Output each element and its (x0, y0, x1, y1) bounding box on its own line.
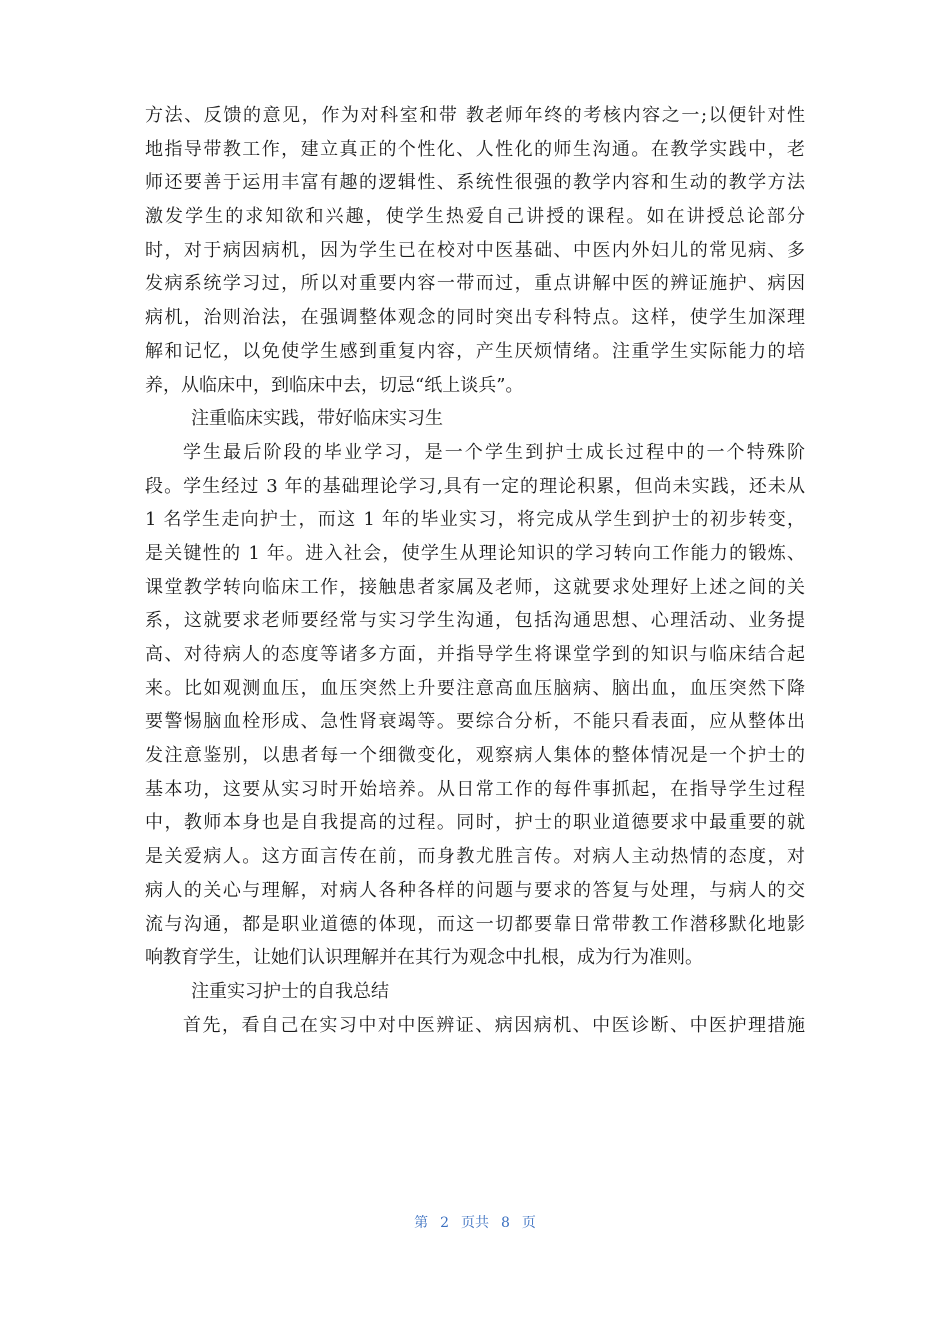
text-line: 发病系统学习过，所以对重要内容一带而过，重点讲解中医的辨证施护、病因 (145, 273, 805, 295)
text-line: 师还要善于运用丰富有趣的逻辑性、系统性很强的教学内容和生动的教学方法 (145, 172, 805, 194)
text-line: 课堂教学转向临床工作，接触患者家属及老师，这就要求处理好上述之间的关 (145, 576, 805, 598)
section-heading: 注重实习护士的自我总结 (191, 980, 389, 1002)
text-line: 激发学生的求知欲和兴趣，使学生热爱自己讲授的课程。如在讲授总论部分 (145, 206, 805, 228)
text-line: 系，这就要求老师要经常与实习学生沟通，包括沟通思想、心理活动、业务提 (145, 610, 805, 632)
text-line: 方法、反馈的意见，作为对科室和带 教老师年终的考核内容之一;以便针对性 (145, 105, 805, 126)
text-line: 要警惕脑血栓形成、急性肾衰竭等。要综合分析，不能只看表面，应从整体出 (145, 711, 805, 733)
text-line: 学生最后阶段的毕业学习，是一个学生到护士成长过程中的一个特殊阶 (183, 441, 805, 463)
text-line: 基本功，这要从实习时开始培养。从日常工作的每件事抓起，在指导学生过程 (145, 778, 805, 800)
page-footer (0, 1212, 950, 1232)
section-heading: 注重临床实践，带好临床实习生 (191, 408, 443, 430)
footer-ye-gong: 页共 (461, 1215, 489, 1231)
text-line: 段。学生经过 3 年的基础理论学习,具有一定的理论积累，但尚未实践，还未从 (145, 475, 805, 497)
text-line: 病人的关心与理解，对病人各种各样的问题与要求的答复与处理，与病人的交 (145, 879, 805, 901)
page-number: 2 (440, 1215, 449, 1231)
footer-ye: 页 (521, 1215, 536, 1231)
total-pages: 8 (501, 1215, 510, 1231)
text-line: 解和记忆，以免使学生感到重复内容，产生厌烦情绪。注重学生实际能力的培 (145, 340, 805, 362)
text-line: 来。比如观测血压，血压突然上升要注意高血压脑病、脑出血，血压突然下降 (145, 677, 805, 699)
text-line: 响教育学生，让她们认识理解并在其行为观念中扎根，成为行为准则。 (145, 947, 703, 969)
text-line: 病机，治则治法，在强调整体观念的同时突出专科特点。这样，使学生加深理 (145, 307, 805, 329)
text-line: 是关键性的 1 年。进入社会，使学生从理论知识的学习转向工作能力的锻炼、 (145, 542, 805, 564)
text-line: 中，教师本身也是自我提高的过程。同时，护士的职业道德要求中最重要的就 (145, 812, 805, 834)
text-line: 1 名学生走向护士，而这 1 年的毕业实习，将完成从学生到护士的初步转变， (145, 509, 805, 531)
text-line: 发注意鉴别，以患者每一个细微变化，观察病人集体的整体情况是一个护士的 (145, 745, 805, 767)
text-line: 养，从临床中，到临床中去，切忌“纸上谈兵”。 (145, 374, 524, 396)
document-body (145, 99, 805, 1042)
text-line: 地指导带教工作，建立真正的个性化、人性化的师生沟通。在教学实践中，老 (145, 138, 805, 160)
text-line: 流与沟通，都是职业道德的体现，而这一切都要靠日常带教工作潜移默化地影 (145, 913, 805, 935)
text-line: 首先，看自己在实习中对中医辨证、病因病机、中医诊断、中医护理措施 (183, 1014, 805, 1036)
text-line: 高、对待病人的态度等诸多方面，并指导学生将课堂学到的知识与临床结合起 (145, 644, 805, 665)
footer-di: 第 (414, 1215, 429, 1231)
text-line: 是关爱病人。这方面言传在前，而身教尤胜言传。对病人主动热情的态度，对 (145, 846, 805, 868)
text-line: 时，对于病因病机，因为学生已在校对中医基础、中医内外妇儿的常见病、多 (145, 239, 805, 261)
